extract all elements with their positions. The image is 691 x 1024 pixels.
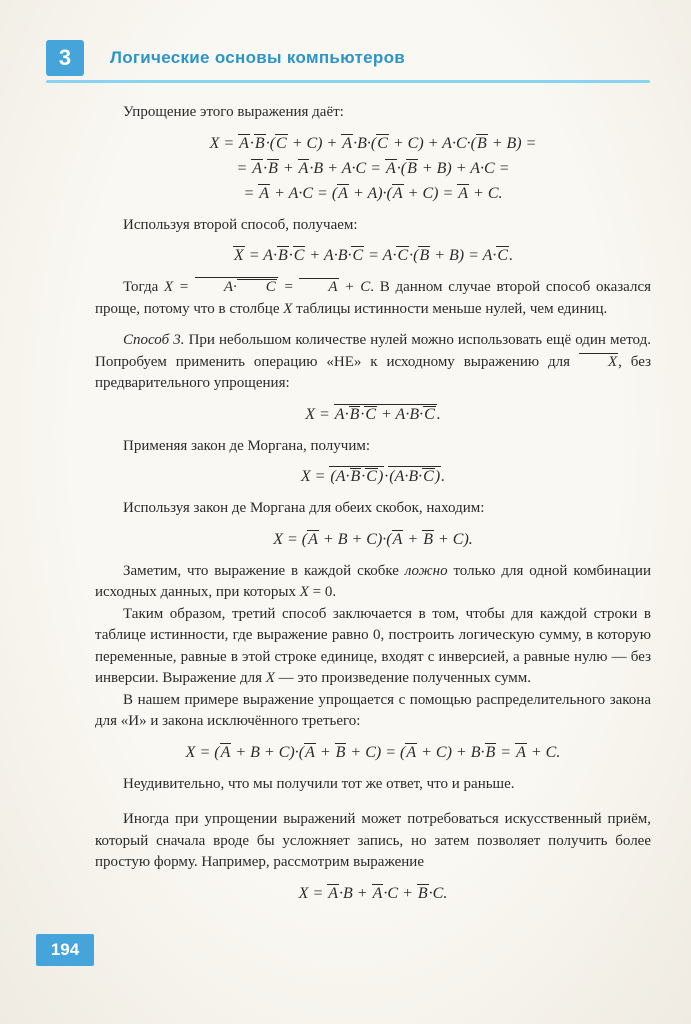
page-content bbox=[95, 102, 651, 915]
paragraph-artificial-trick: Иногда при упрощении выражений может потребоваться искусственный приём, который сначала вроде бы усложняет запись, но затем позволяет получить более простую форму. Например, рассмотрим выражение bbox=[95, 811, 651, 870]
paragraph-method3-rule: Таким образом, третий способ заключается в том, чтобы для каждой строки в таблице истинности, где выражение равно 0, построить логическую сумму, в которую переменные, равные в этой строке единице, входят с инверсией, а равные нулю — без инверсии. Выражение для X — это произведение полученных сумм. bbox=[95, 605, 651, 686]
paragraph-de-morgan-intro: Применяя закон де Моргана, получим: bbox=[123, 437, 371, 454]
formula-simplification-chain: X = A·B·(C + C) + A·B·(C + C) + A·C·(B + B) = = A·B + A·B + A·C = A·(B + B) + A·C = = A + A·C = (A + A)·(A + C) = A + C. bbox=[209, 134, 537, 202]
paragraph-simplification-intro: Упрощение этого выражения даёт: bbox=[123, 104, 344, 120]
formula-de-morgan-outer: X = (A·B·C)·(A·B·C). bbox=[300, 468, 446, 485]
formula-negated-expression: X = A·B·C + A·B·C . bbox=[305, 405, 441, 423]
chapter-number-badge: 3 bbox=[46, 40, 84, 76]
page-number-badge: 194 bbox=[36, 934, 94, 966]
paragraph-note-false: Заметим, что выражение в каждой скобке ложно только для одной комбинации исходных данных, при которых X = 0. bbox=[95, 562, 651, 600]
formula-example-expression: X = A·B + A·C + B·C. bbox=[298, 884, 448, 902]
chapter-title: Логические основы компьютеров bbox=[110, 48, 406, 67]
paragraph-method2-intro: Используя второй способ, получаем: bbox=[123, 216, 358, 233]
formula-method2: X = A·B·C + A·B·C = A·C·(B + B) = A·C. bbox=[233, 247, 514, 264]
paragraph-same-answer: Неудивительно, что мы получили тот же ответ, что и раньше. bbox=[123, 775, 515, 792]
title-underline bbox=[46, 80, 650, 83]
paragraph-de-morgan-both: Используя закон де Моргана для обеих скобок, находим: bbox=[123, 500, 485, 516]
paragraph-method3-intro: Способ 3. При небольшом количестве нулей можно использовать ещё один метод. Попробуем применить операцию «НЕ» к исходному выражению для X, без предварительного упрощения: bbox=[95, 332, 652, 391]
formula-product-of-sums: X = (A + B + C)·(A + B + C). bbox=[273, 530, 473, 548]
paragraph-method2-result: Тогда X = A· C = A + C. В данном случае второй способ оказался проще, потому что в столбце X таблицы истинности меньше нулей, чем единиц. bbox=[95, 279, 651, 317]
formula-distributive-result: X = (A + B + C)·(A + B + C) = (A + C) + B·B = A + C. bbox=[185, 743, 561, 761]
paragraph-distributive-intro: В нашем примере выражение упрощается с помощью распределительного закона для «И» и закона исключённого третьего: bbox=[95, 691, 651, 729]
